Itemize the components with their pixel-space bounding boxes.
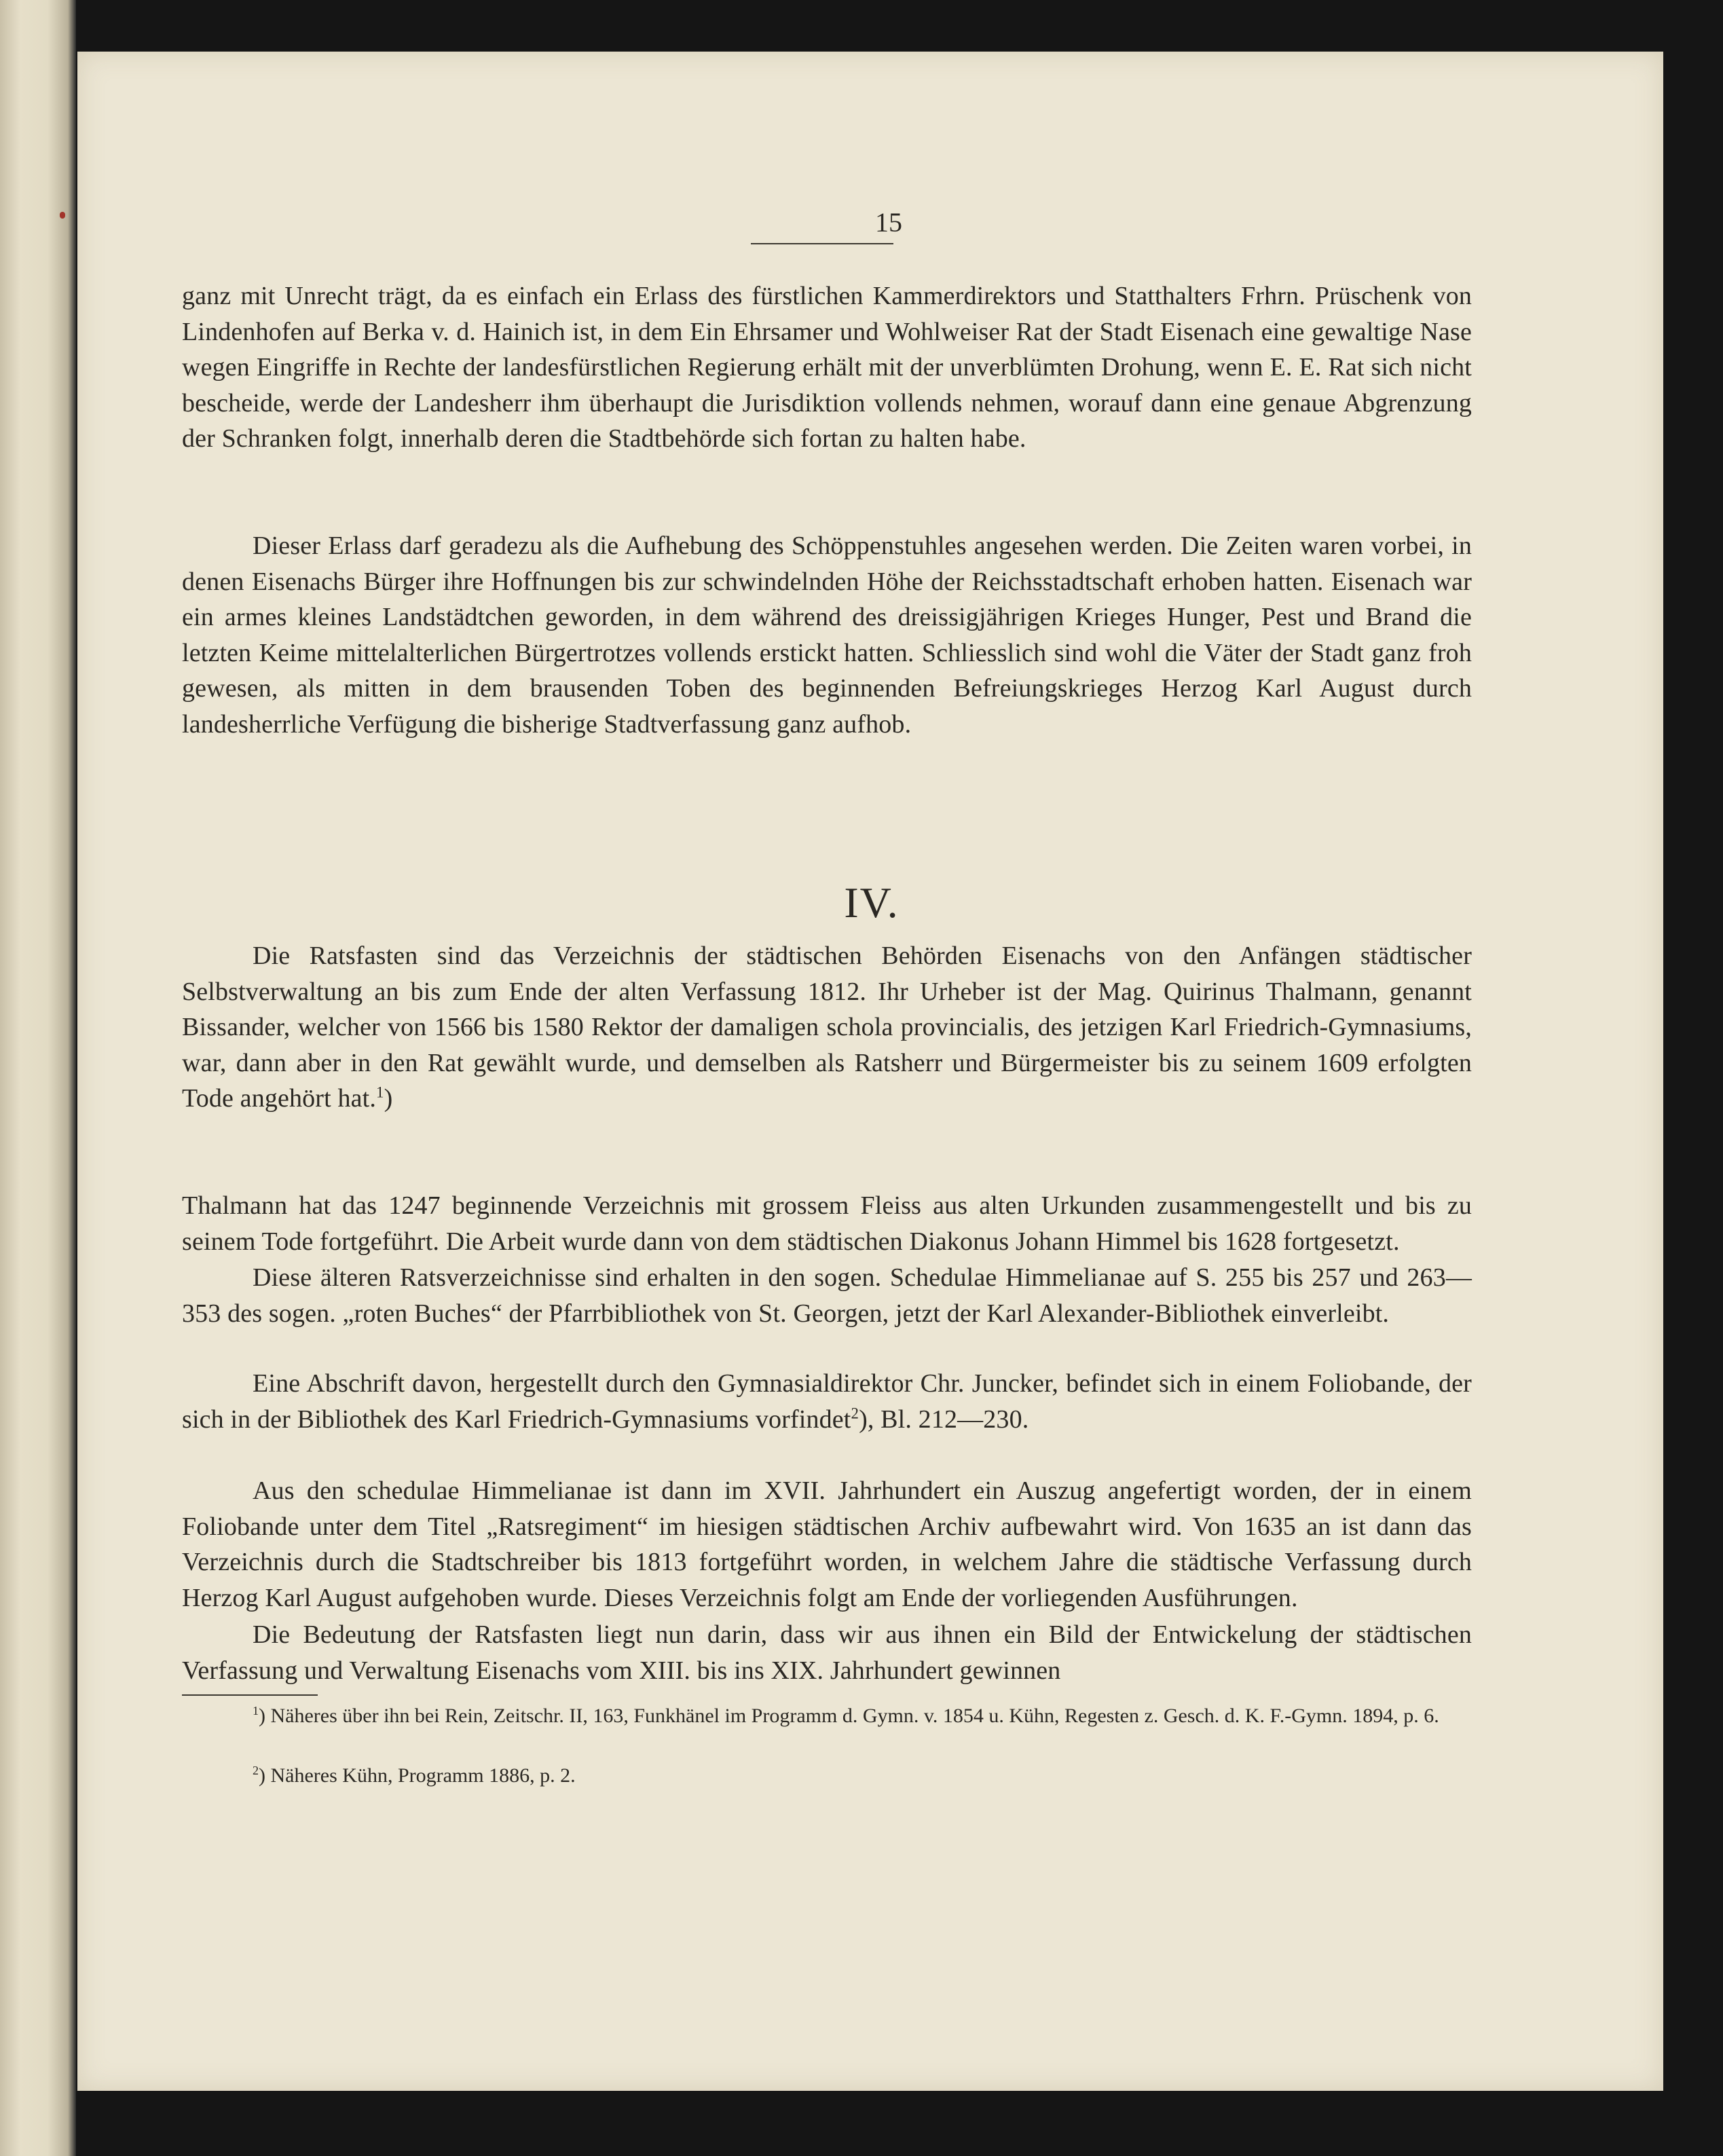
book-page xyxy=(77,52,1663,2091)
paragraph-1: ganz mit Unrecht trägt, da es einfach ein Erlass des fürstlichen Kammerdirektors und Statthalters Frhrn. Prüschenk von Lindenhofen auf Berka v. d. Hainich ist, in dem Ein Ehrsamer und Wohlweiser Rat der Stadt Eisenach eine gewaltige Nase wegen Eingriffe in Rechte der landesfürstlichen Regierung erhält mit der unverblümten Drohung, wenn E. E. Rat sich nicht bescheide, werde der Landesherr ihm überhaupt die Jurisdiktion vollends nehmen, worauf dann eine genaue Abgrenzung der Schranken folgt, innerhalb deren die Stadtbehörde sich fortan zu halten habe. xyxy=(182,282,1472,453)
footnote-2 xyxy=(182,1761,1472,1791)
previous-page-edge xyxy=(0,0,76,2156)
red-mark xyxy=(60,212,65,219)
footnote-1-paren: ) xyxy=(259,1705,265,1727)
paragraph-5: Diese älteren Ratsverzeichnisse sind erhalten in den sogen. Schedulae Himmelianae auf S. 255 bis 257 und 263—353 des sogen. „roten Buches“ der Pfarrbibliothek von St. Georgen, jetzt der Karl Alexander-Bibliothek einverleibt. xyxy=(182,1263,1472,1328)
footnote-ref-2-paren: ) xyxy=(859,1405,868,1434)
footnote-2-text: Näheres Kühn, Programm 1886, p. 2. xyxy=(265,1764,576,1787)
footnote-1-text: Näheres über ihn bei Rein, Zeitschr. II, 163, Funkhänel im Programm d. Gymn. v. 1854 u. Kühn, Regesten z. Gesch. d. K. F.-Gymn. 1894, p. 6. xyxy=(265,1705,1439,1727)
paragraph-6-text: Eine Abschrift davon, hergestellt durch den Gymnasialdirektor Chr. Juncker, befindet sich in einem Foliobande, der sich in der Bibliothek des Karl Friedrich-Gymnasiums vorfindet xyxy=(182,1369,1472,1434)
footnote-rule xyxy=(182,1694,318,1696)
paragraph-8: Die Bedeutung der Ratsfasten liegt nun darin, dass wir aus ihnen ein Bild der Entwickelung der städtischen Verfassung und Verwaltung Eisenachs vom XIII. bis ins XIX. Jahrhundert gewinnen xyxy=(182,1620,1472,1685)
footnote-ref-2[interactable]: 2 xyxy=(851,1404,859,1421)
page-number: 15 xyxy=(875,207,902,238)
paragraph-6 xyxy=(182,1366,1472,1437)
section-heading: IV. xyxy=(844,878,900,927)
paragraph-7: Aus den schedulae Himmelianae ist dann im XVII. Jahrhundert ein Auszug angefertigt worden, der in einem Foliobande unter dem Titel „Ratsregiment“ im hiesigen städtischen Archiv aufbewahrt wird. Von 1635 an ist dann das Verzeichnis durch die Stadtschreiber bis 1813 fortgeführt worden, in welchem Jahre die städtische Verfassung durch Herzog Karl August aufgehoben wurde. Dieses Verzeichnis folgt am Ende der vorliegenden Ausführungen. xyxy=(182,1476,1472,1612)
footnote-ref-1[interactable]: 1 xyxy=(376,1083,384,1101)
paragraph-2: Dieser Erlass darf geradezu als die Aufhebung des Schöppenstuhles angesehen werden. Die Zeiten waren vorbei, in denen Eisenachs Bürger ihre Hoffnungen bis zur schwindelnden Höhe der Reichsstadtschaft erhoben hatten. Eisenach war ein armes kleines Landstädtchen geworden, in dem während des dreissigjährigen Krieges Hunger, Pest und Brand die letzten Keime mittelalterlichen Bürgertrotzes vollends erstickt hatten. Schliesslich sind wohl die Väter der Stadt ganz froh gewesen, als mitten in dem brausenden Toben des beginnenden Befreiungskrieges Herzog Karl August durch landesherrliche Verfügung die bisherige Stadtverfassung ganz aufhob. xyxy=(182,532,1472,739)
footnote-1-marker: 1 xyxy=(253,1704,259,1717)
paragraph-6-tail: , Bl. 212—230. xyxy=(867,1405,1029,1434)
page-number-rule xyxy=(751,243,893,244)
footnote-2-marker: 2 xyxy=(253,1764,259,1777)
footnote-2-paren: ) xyxy=(259,1764,265,1787)
paragraph-3 xyxy=(182,938,1472,1117)
footnote-ref-1-paren: ) xyxy=(384,1084,393,1113)
footnote-1 xyxy=(182,1701,1472,1731)
paragraph-4: Thalmann hat das 1247 beginnende Verzeichnis mit grossem Fleiss aus alten Urkunden zusammengestellt und bis zu seinem Tode fortgeführt. Die Arbeit wurde dann von dem städtischen Diakonus Johann Himmel bis 1628 fortgesetzt. xyxy=(182,1191,1472,1256)
paragraph-3-text: Die Ratsfasten sind das Verzeichnis der städtischen Behörden Eisenachs von den Anfängen städtischer Selbstverwaltung an bis zum Ende der alten Verfassung 1812. Ihr Urheber ist der Mag. Quirinus Thalmann, genannt Bissander, welcher von 1566 bis 1580 Rektor der damaligen schola provincialis, des jetzigen Karl Friedrich-Gymnasiums, war, dann aber in den Rat gewählt wurde, und demselben als Ratsherr und Bürgermeister bis zu seinem 1609 erfolgten Tode angehört hat. xyxy=(182,942,1472,1113)
